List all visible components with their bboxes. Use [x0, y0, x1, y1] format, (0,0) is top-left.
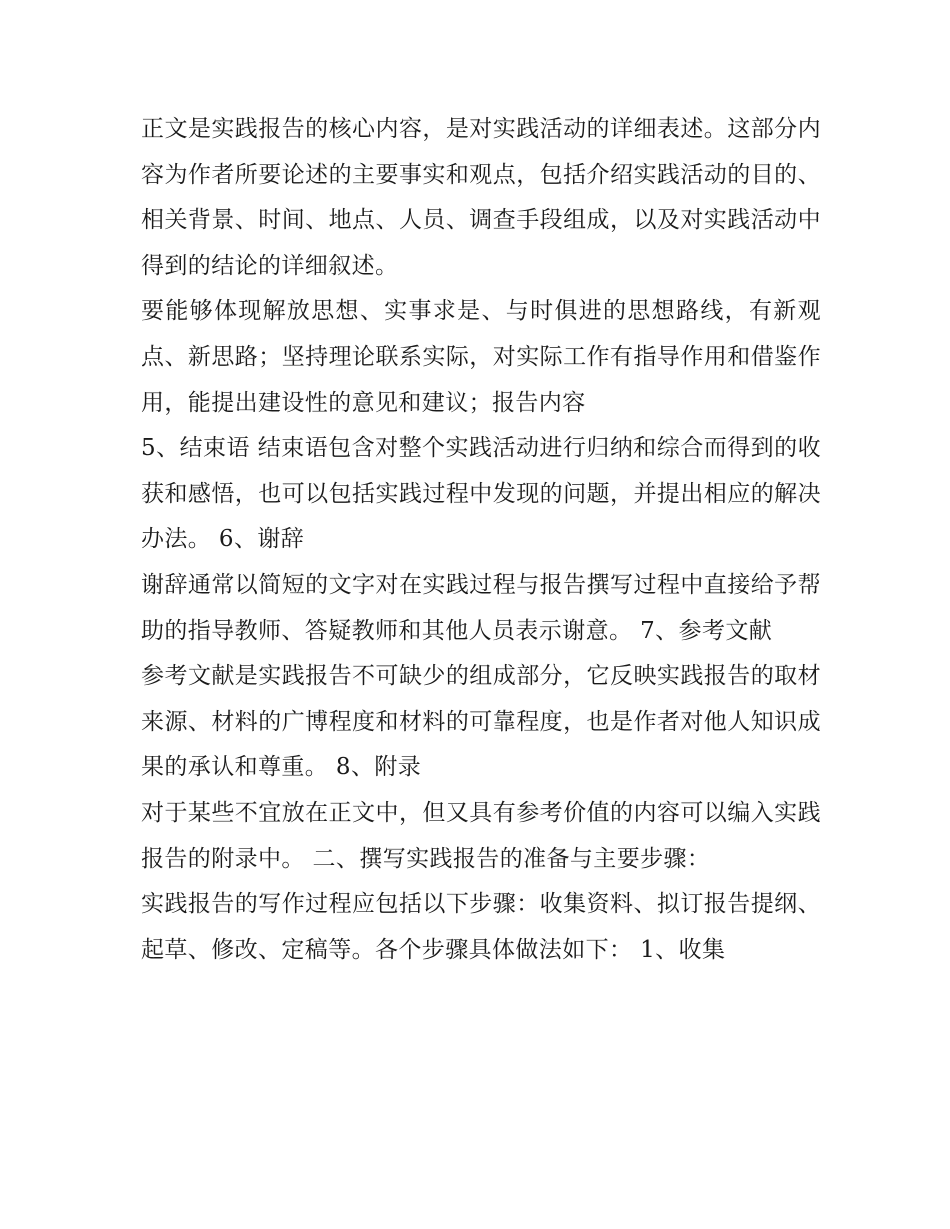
paragraph-requirements: 要能够体现解放思想、实事求是、与时俱进的思想路线，有新观点、新思路；坚持理论联系实际，对实际工作有指导作用和借鉴作用，能提出建设性的意见和建议；报告内容: [141, 298, 821, 416]
paragraph-acknowledgements: 谢辞通常以简短的文字对在实践过程与报告撰写过程中直接给予帮助的指导教师、答疑教师和其他人员表示谢意。 7、参考文献: [141, 571, 821, 644]
document-body: [141, 107, 821, 973]
paragraph-main-body: 正文是实践报告的核心内容，是对实践活动的详细表述。这部分内容为作者所要论述的主要事实和观点，包括介绍实践活动的目的、相关背景、时间、地点、人员、调查手段组成，以及对实践活动中得到的结论的详细叙述。: [141, 116, 821, 279]
paragraph-conclusion: 5、结束语 结束语包含对整个实践活动进行归纳和综合而得到的收获和感悟，也可以包括实践过程中发现的问题，并提出相应的解决办法。 6、谢辞: [141, 435, 821, 553]
paragraph-references: 参考文献是实践报告不可缺少的组成部分，它反映实践报告的取材来源、材料的广博程度和材料的可靠程度，也是作者对他人知识成果的承认和尊重。 8、附录: [141, 663, 821, 781]
paragraph-appendix: 对于某些不宜放在正文中，但又具有参考价值的内容可以编入实践报告的附录中。 二、撰写实践报告的准备与主要步骤：: [141, 799, 821, 872]
paragraph-writing-steps: 实践报告的写作过程应包括以下步骤：收集资料、拟订报告提纲、起草、修改、定稿等。各个步骤具体做法如下： 1、收集: [141, 891, 821, 963]
